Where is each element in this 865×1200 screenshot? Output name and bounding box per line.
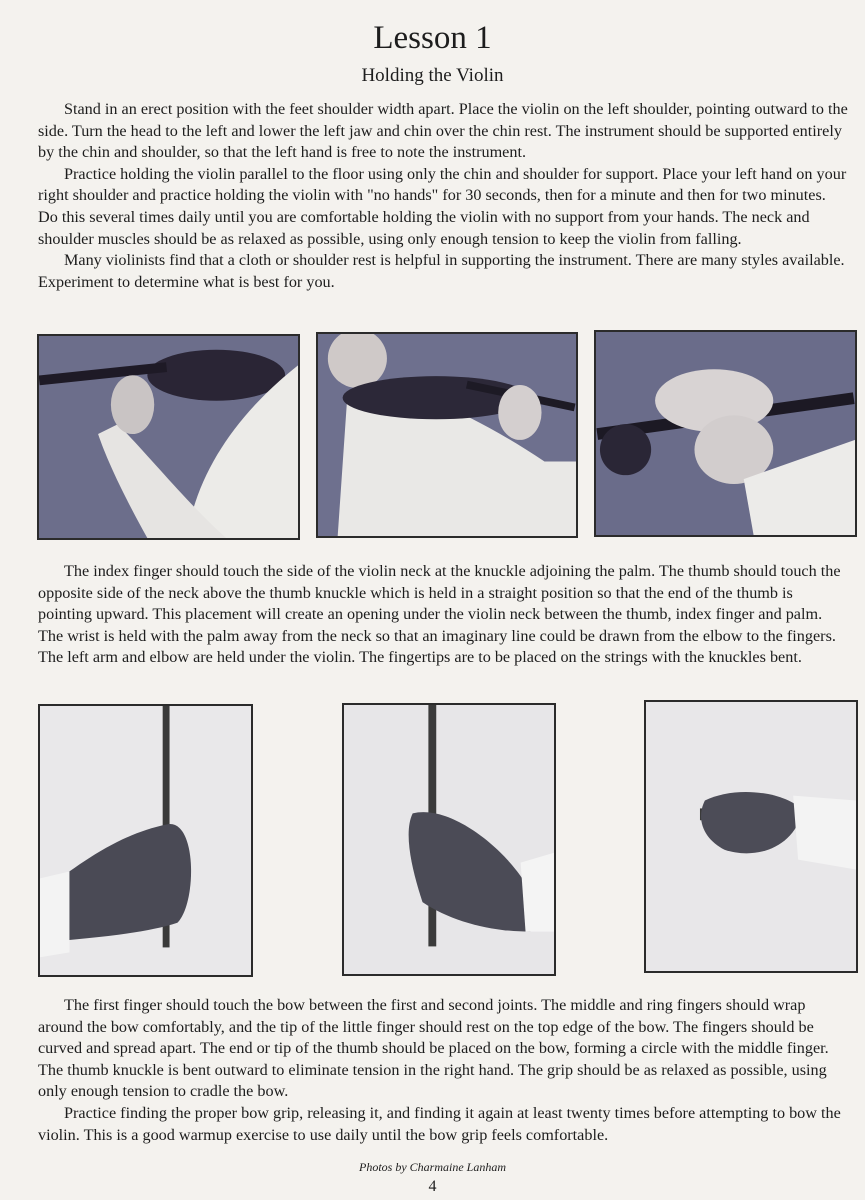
photo-violin-front	[316, 332, 578, 538]
bow-grip-text	[38, 995, 848, 1146]
photo-credit: Photos by Charmaine Lanham	[359, 1160, 506, 1174]
photo-violin-shoulder	[37, 334, 300, 540]
photo-bow-grip-frog	[644, 700, 858, 973]
paragraph: Stand in an erect position with the feet shoulder width apart. Place the violin on the left shoulder, pointing outward to the side. Turn the head to the left and lower the left jaw and chin over the chin rest. The instrument should be supported entirely by the chin and shoulder, so that the left hand is free to note the instrument.	[38, 100, 848, 162]
left-hand-text	[38, 561, 848, 669]
intro-text	[38, 99, 848, 293]
section-subtitle: Holding the Violin	[361, 65, 504, 86]
page-number: 4	[428, 1178, 437, 1195]
paragraph: The first finger should touch the bow between the first and second joints. The middle and ring fingers should wrap around the bow comfortably, and the tip of the little finger should rest on the top edge of the bow. The fingers should be curved and spread apart. The end or tip of the thumb should be placed on the bow, forming a circle with the middle finger. The thumb knuckle is bent outward to eliminate tension in the right hand. The grip should be as relaxed as possible, using only enough tension to cradle the bow.	[38, 996, 829, 1101]
photo-left-hand-neck	[594, 330, 857, 537]
paragraph: Many violinists find that a cloth or shoulder rest is helpful in supporting the instrument. There are many styles available. Experiment to determine what is best for you.	[38, 251, 845, 291]
paragraph: Practice finding the proper bow grip, releasing it, and finding it again at least twenty times before attempting to bow the violin. This is a good warmup exercise to use daily until the bow grip feels comfortable.	[38, 1103, 841, 1144]
paragraph: Practice holding the violin parallel to the floor using only the chin and shoulder for support. Place your left hand on your right shoulder and practice holding the violin with "no hands" for 30 seconds, then for a minute and then for two minutes. Do this several times daily until you are comfortable holding the violin with no support from your hands. The neck and shoulder muscles should be as relaxed as possible, using only enough tension to keep the violin from falling.	[38, 164, 847, 248]
page-title: Lesson 1	[373, 20, 492, 56]
photo-bow-grip-side	[38, 704, 253, 977]
paragraph: The index finger should touch the side of the violin neck at the knuckle adjoining the palm. The thumb should touch the opposite side of the neck above the thumb knuckle which is held in a straight position so that the end of the thumb is pointing upward. This placement will create an opening under the violin neck between the thumb, index finger and palm. The wrist is held with the palm away from the neck so that an imaginary line could be drawn from the elbow to the fingers. The left arm and elbow are held under the violin. The fingertips are to be placed on the strings with the knuckles bent.	[38, 562, 841, 667]
photo-bow-grip-front	[342, 703, 556, 976]
